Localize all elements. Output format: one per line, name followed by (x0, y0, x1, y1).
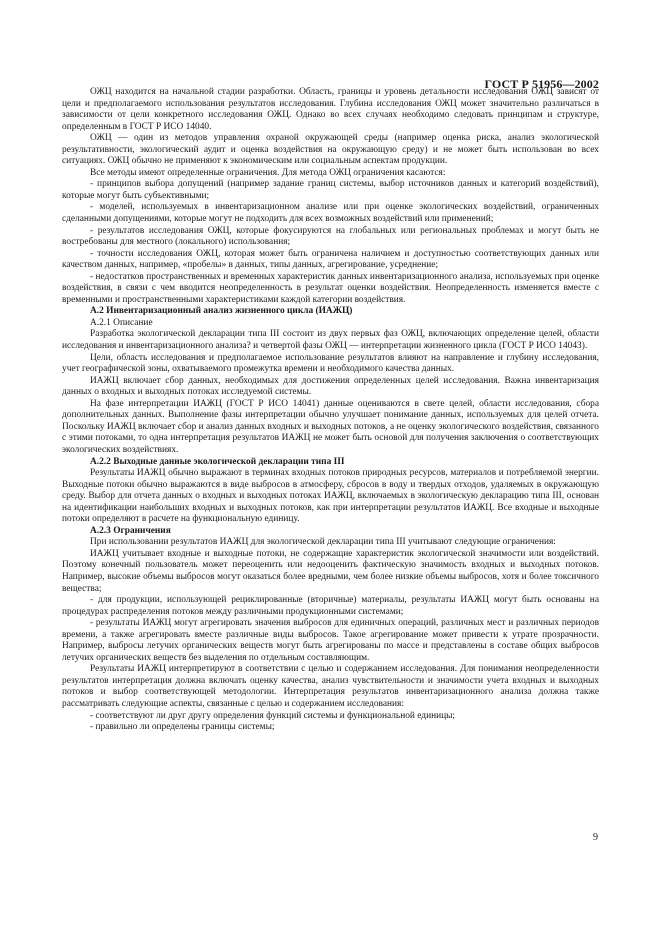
list-item: - принципов выбора допущений (например задание границ системы, выбор источников данных и категорий воздействий), которые могут быть субъективными; (62, 179, 599, 201)
document-body (62, 87, 599, 734)
list-item: - для продукции, использующей рециклированные (вторичные) материалы, результаты ИАЖЦ могут быть основаны на процедурах распределения потоков между различными продукционными системами; (62, 595, 599, 617)
section-title: Ограничения (113, 525, 171, 536)
section-title: Выходные данные экологической декларации типа III (113, 456, 345, 467)
list-item: - результаты ИАЖЦ могут агрегировать значения выбросов для единичных операций, различных мест и различных периодов времени, а также агрегировать вместе различные виды выбросов. Такое агрегирование может привести к утрате прозрачности. Например, выбросы летучих органических веществ могут быть агрегированы по массе и представлены в составе общих выбросов летучих органических веществ без выделения по отдельным составляющим. (62, 618, 599, 663)
subsection-heading: А.2.1 Описание (90, 317, 153, 328)
paragraph: Разработка экологической декларации типа III состоит из двух первых фаз ОЖЦ, включающих определение целей, области исследования и инвентаризационного анализа? и четвертой фазы ОЖЦ — интерпретации жизненного цикла (ГОСТ Р ИСО 14043). (62, 329, 599, 352)
paragraph: Все методы имеют определенные ограничения. Для метода ОЖЦ ограничения касаются: (90, 167, 446, 178)
list-item: - результатов исследования ОЖЦ, которые фокусируются на глобальных или региональных проблемах и могут быть не востребованы для местного (локального) использования; (62, 225, 599, 248)
section-number: А.2.2 (90, 456, 111, 467)
standard-header: ГОСТ Р 51956—2002 (484, 77, 599, 91)
section-heading (62, 457, 599, 469)
section-heading (62, 306, 599, 318)
list-item: - соответствуют ли друг другу определения функций системы и функциональной единицы; (90, 710, 456, 721)
section-title: Инвентаризационный анализ жизненного цикла (ИАЖЦ) (106, 306, 353, 317)
paragraph: На фазе интерпретации ИАЖЦ (ГОСТ Р ИСО 14041) данные оцениваются в свете целей, области исследования, сбора дополнительных данных. Выполнение фазы интерпретации обычно улучшает понимание данных, используемых для целей отчета. Поскольку ИАЖЦ включает сбор и анализ данных входных и выходных потоков, а не оценку экологического воздействия, связанного с этими потоками, то одна интерпретация результатов ИАЖЦ не может быть основой для получения заключения о соответствующих экологических воздействиях. (62, 398, 599, 455)
paragraph: Результаты ИАЖЦ интерпретируют в соответствии с целью и содержанием исследования. Для понимания неопределенности результатов интерпретация должна включать оценку качества, анализ чувствительности и значимости учета входных и выходных потоков и выбор соответствующей методологии. Интерпретация результатов инвентаризационного анализа должна также рассматривать следующие аспекты, связанные с целью и содержанием исследования: (62, 664, 599, 709)
paragraph: ОЖЦ — один из методов управления охраной окружающей среды (например оценка риска, анализ экологической результативности, экологический аудит и оценка воздействия на окружающую среду) и не может быть использован во всех ситуациях. ОЖЦ обычно не применяют к экономическим или социальным аспектам продукции. (62, 133, 599, 167)
section-heading (62, 526, 599, 538)
paragraph: Цели, область исследования и предполагаемое использование результатов влияют на направление и глубину исследования, учет географической зоны, охватываемого промежутка времени и необходимого качества данных. (62, 352, 599, 375)
paragraph: Результаты ИАЖЦ обычно выражают в терминах входных потоков природных ресурсов, материалов и потребляемой энергии. Выходные потоки обычно выражаются в виде выбросов в атмосферу, сбросов в воду и твердых отходов, удаляемых в окружающую среду. Выбор для отчета данных о входных и выходных потоках ИАЖЦ, включаемых в экологическую декларацию типа III, основан на идентификации наибольших входных и выходных потоков, как при интерпретации результатов ИАЖЦ. Все входные и выходные потоки определяют в расчете на функциональную единицу. (62, 468, 599, 525)
paragraph: ИАЖЦ учитывает входные и выходные потоки, не содержащие характеристик экологической значимости или воздействий. Поэтому конечный пользователь может переоценить или недооценить фактическую значимость входных и выходных потоков. Например, высокие объемы выбросов могут оказаться более вредными, чем более низкие объемы выбросов, хотя и более токсичного вещества; (62, 548, 599, 594)
page-number: 9 (593, 832, 598, 843)
paragraph: При использовании результатов ИАЖЦ для экологической декларации типа III учитывают следующие ограничения: (90, 537, 556, 548)
paragraph: ИАЖЦ включает сбор данных, необходимых для достижения определенных целей исследования. Важна инвентаризация данных о входных и выходных потоках исследуемой системы. (62, 375, 599, 398)
list-item: - точности исследования ОЖЦ, которая может быть ограничена наличием и доступностью соответствующих данных или качеством данных, например, «пробелы» в данных, типы данных, агрегирование, усреднение; (62, 248, 599, 271)
section-number: А.2 (90, 306, 104, 317)
paragraph: ОЖЦ находится на начальной стадии разработки. Область, границы и уровень детальности исследования ОЖЦ зависят от цели и предполагаемого использования результатов исследования. Глубина исследования ОЖЦ может значительно различаться в зависимости от цели конкретного исследования ОЖЦ. Однако во всех случаях необходимо следовать принципам и структуре, определенным в ГОСТ Р ИСО 14040. (62, 87, 599, 132)
list-item: - моделей, используемых в инвентаризационном анализе или при оценке экологических воздействий, ограниченных сделанными допущениями, которые могут не подходить для всех возможных воздействий или применений; (62, 202, 599, 225)
list-item: - недостатков пространственных и временных характеристик данных инвентаризационного анализа, используемых при оценке воздействия, в связи с чем вводится неопределенность в результат оценки воздействия. Неопределенность изменяется вместе с временными и пространственными характеристиками каждой категории воздействия. (62, 271, 599, 305)
list-item: - правильно ли определены границы системы; (90, 722, 275, 733)
section-number: А.2.3 (90, 525, 111, 536)
